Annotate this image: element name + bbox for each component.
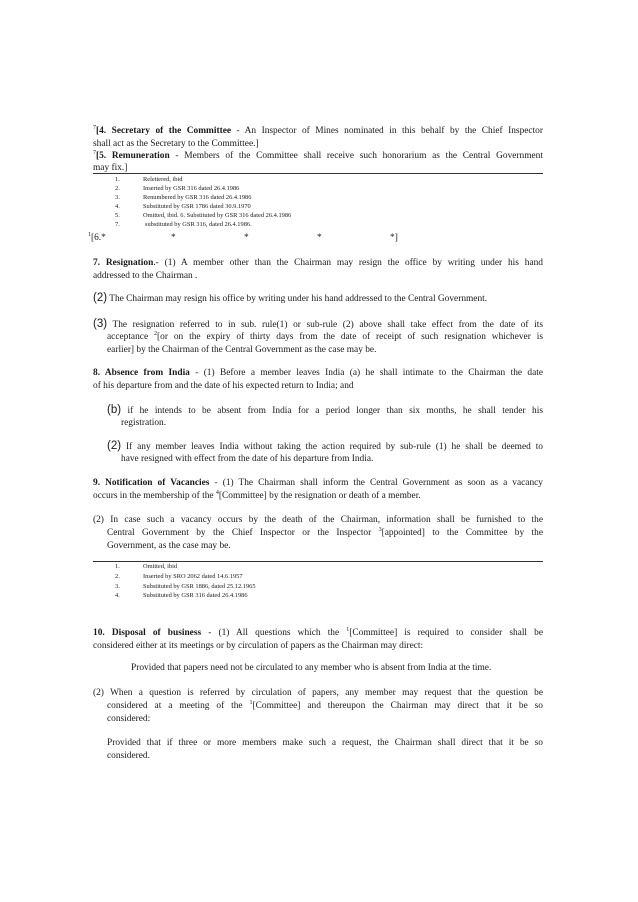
rule-9-2-line-2: Central Government by the Chief Inspector or the Inspector $^3$[appointed] to the Committee by the	[107, 527, 544, 538]
rule-10-heading: 10. Disposal of business	[93, 628, 202, 638]
rule-8-heading: 8. Absence from India	[93, 368, 190, 378]
rule-9-2-line-1: (2) In case such a vacancy occurs by the death of the Chairman, information shall be furnished to the	[93, 515, 543, 525]
rule-10-2-proviso-line-1: Provided that if three or more members make such a request, the Chairman shall direct that it be so	[107, 738, 543, 748]
rule-4-heading: [4. Secretary of the Committee	[96, 126, 232, 136]
rule-7-3-line-2: acceptance $^2$[or on the expiry of thirty days from the date of receipt of such resignation whichever is	[107, 331, 543, 342]
footnote-divider	[93, 561, 543, 562]
rule-5-line-2: may fix.]	[93, 163, 128, 173]
rule-7-3-line-3: earlier] by the Chairman of the Central Government as the case may be.	[107, 345, 377, 355]
rule-10-line-2: considered either at its meetings or by circulation of papers as the Chairman may direct:	[93, 641, 424, 651]
document-page: $^7$[4. Secretary of the Committee - An Inspector of Mines nominated in this behalf by the Chief Inspector shall act as the Secretary to the Committee.] $^7$[5. Remuneration - Members of the Committee shall receive such honorarium as the Central Government may fix.] 1. Relettered, ibid 2. Inserted by GSR 316 dated 26.4.1986 3. Renumbered by GSR 316 dated 26.4.1986 4. Substituted by GSR 1786 dated 30.9.1970 5. Omitted, ibid. 6. Substituted by GSR 316 dated 26.4.1986 7. substituted by GSR 316, dated 26.4.1986. $^1$[6.* * * * *] 7. Resignation.- (1) A member other than the Chairman may resign the office by writing under his hand addressed to the Chairman . (2) The Chairman may resign his office by writing under his hand addressed to the Central Government. (3) The resignation referred to in sub. rule(1) or sub-rule (2) above shall take effect from the date of its acceptance $^2$[or on the expiry of thirty days from the date of receipt of such resignation whichever is earlier] by the Chairman of the Central Government as the case may be. 8. Absence from India - (1) Before a member leaves India (a) he shall intimate to the Chairman the date of his departure from and the date of his expected return to India; and (b) if he intends to be absent from India for a period longer than six months, he shall tender his registration. (2) If any member leaves India without taking the action required by sub-rule (1) he shall be deemed to have resigned with effect from the date of his departure from India. 9. Notification of Vacancies - (1) The Chairman shall inform the Central Government as soon as a vacancy occurs in the membership of the $^4$[Committee] by the resignation or death of a member. (2) In case such a vacancy occurs by the death of the Chairman, information shall be furnished to the Central Government by the Chief Inspector or the Inspector $^3$[appointed] to the Committee by the Government, as the case may be. 1. Omitted, ibid 2. Inserted by SRO 2062 dated 14.6.1957 3. Substituted by GSR 1886, dated 25.12.1965 4. Substituted by GSR 316 dated 26.4.1986 10. Disposal of business - (1) All questions which the $^1$[Committee] is required to consider shall be considered either at its meetings or by circulation of papers as the Chairman may direct: Provided that papers need not be circulated to any member who is absent from India at the time. (2) When a question is referred by circulation of papers, any member may request that the question be considered at a meeting of the $^1$[Committee] and thereupon the Chairman may direct that it be so considered: Provided that if three or more members make such a request, the Chairman shall direct that it be so considered.	[88, 125, 544, 761]
rule-10-2-line-3: considered:	[107, 714, 151, 724]
rule-7-3-line-1: (3) The resignation referred to in sub. rule(1) or sub-rule (2) above shall take effect from the date of its	[93, 318, 543, 330]
rule-7-line-1: 7. Resignation.- (1) A member other than the Chairman may resign the office by writing under his hand	[93, 258, 543, 268]
rule-7-2: (2) The Chairman may resign his office by writing under his hand addressed to the Central Government.	[93, 292, 488, 304]
rule-7-heading: 7. Resignation	[93, 258, 154, 268]
rule-8-line-1: 8. Absence from India - (1) Before a member leaves India (a) he shall intimate to the Chairman the date	[93, 368, 544, 378]
rule-6-star: *	[317, 233, 322, 243]
rule-8-2-line-2: have resigned with effect from the date of his departure from India.	[121, 454, 374, 464]
footnote-divider	[93, 173, 543, 174]
rule-5-heading: [5. Remuneration	[96, 151, 170, 161]
rule-10-2-line-2: considered at a meeting of the $^1$[Committee] and thereupon the Chairman may direct that it be so	[107, 700, 543, 711]
rule-10-line-1: 10. Disposal of business - (1) All questions which the $^1$[Committee] is required to consider shall be	[93, 627, 544, 638]
rule-4-line-2: shall act as the Secretary to the Committee.]	[93, 139, 259, 149]
rule-10-2-line-1: (2) When a question is referred by circulation of papers, any member may request that the question be	[93, 688, 543, 698]
rule-6-line: $^1$[6.*	[88, 232, 106, 243]
rule-6-star: *	[171, 233, 176, 243]
rule-6-star: *]	[390, 233, 398, 243]
rule-8-line-2: of his departure from and the date of his expected return to India; and	[93, 381, 354, 391]
rule-9-line-2: occurs in the membership of the $^4$[Committee] by the resignation or death of a member.	[93, 490, 421, 501]
rule-9-2-line-3: Government, as the case may be.	[107, 541, 231, 551]
rule-10-proviso: Provided that papers need not be circulated to any member who is absent from India at the time.	[131, 663, 492, 673]
rule-10-2-proviso-line-2: considered.	[107, 751, 150, 761]
rule-8-2-line-1: (2) If any member leaves India without taking the action required by sub-rule (1) he shall be deemed to	[107, 440, 543, 452]
rule-5-line-1: $^7$[5. Remuneration - Members of the Committee shall receive such honorarium as the Central Government	[93, 150, 543, 161]
rule-7-line-2: addressed to the Chairman .	[93, 271, 198, 281]
rule-8-b-line-2: registration.	[121, 418, 167, 428]
rule-6-star: *	[244, 233, 249, 243]
rule-9-line-1: 9. Notification of Vacancies - (1) The Chairman shall inform the Central Government as soon as a vacancy	[93, 478, 543, 488]
rule-4-line-1: $^7$[4. Secretary of the Committee - An Inspector of Mines nominated in this behalf by the Chief Inspector	[93, 125, 543, 136]
rule-9-heading: 9. Notification of Vacancies	[93, 478, 210, 488]
rule-8-b-line-1: (b) if he intends to be absent from India for a period longer than six months, he shall tender his	[107, 404, 543, 416]
